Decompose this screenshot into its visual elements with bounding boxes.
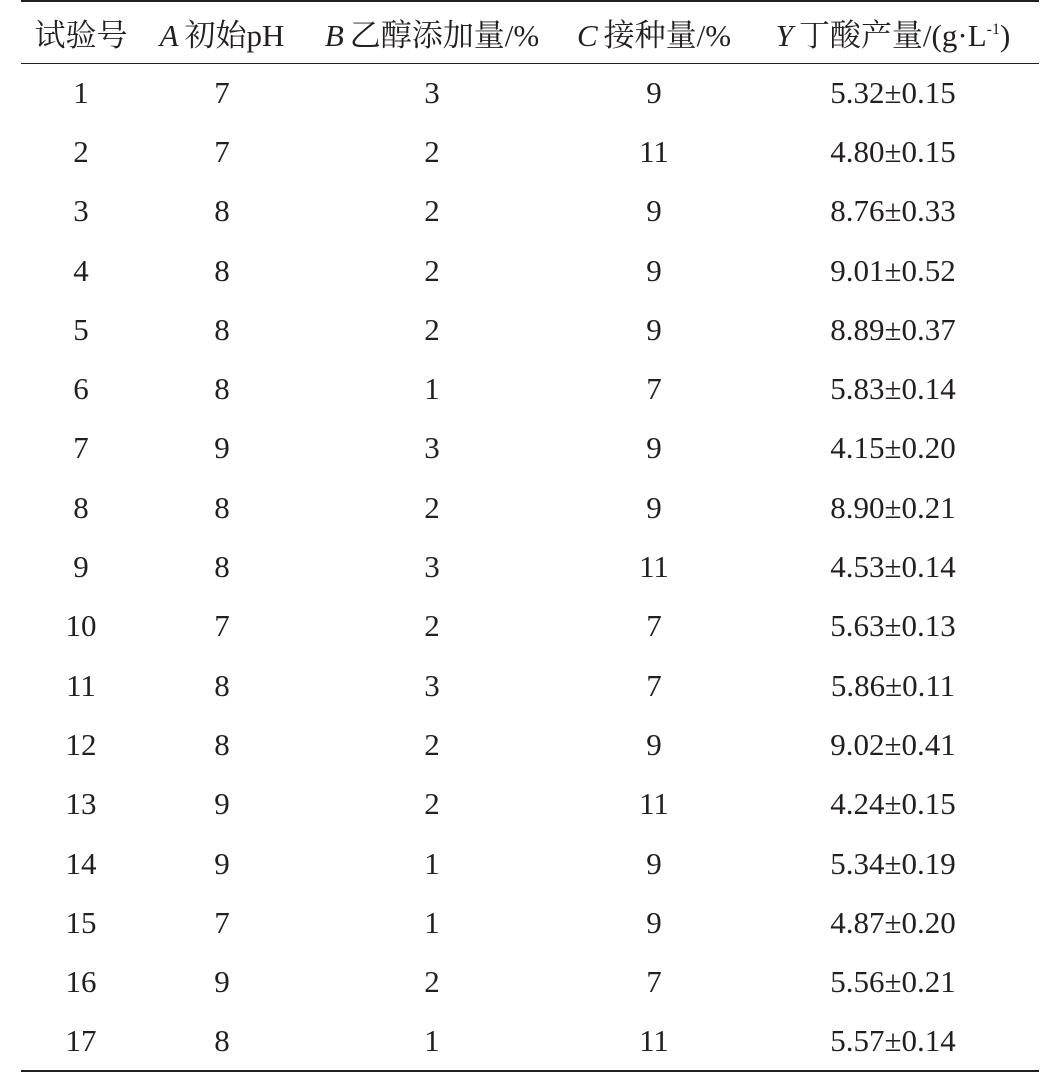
cell-butyric-acid-yield: 8.90±0.21 (830, 489, 956, 525)
cell-inoculum: 7 (646, 964, 662, 1000)
cell-inoculum: 9 (646, 74, 662, 110)
table-row (21, 775, 1039, 834)
cell-inoculum: 9 (646, 904, 662, 940)
cell-inoculum: 9 (646, 193, 662, 229)
cell-ethanol-addition: 1 (424, 904, 440, 940)
table-header (21, 1, 1039, 63)
table-row (21, 597, 1039, 656)
cell-butyric-acid-yield: 4.15±0.20 (830, 430, 956, 466)
cell-butyric-acid-yield: 5.63±0.13 (830, 608, 956, 644)
cell-run-number: 11 (66, 667, 96, 703)
cell-ethanol-addition: 2 (424, 193, 440, 229)
cell-run-number: 1 (73, 74, 89, 110)
cell-ethanol-addition: 1 (424, 371, 440, 407)
cell-initial-ph: 8 (214, 371, 230, 407)
header-butyric-acid-yield (747, 1, 1039, 63)
table-row (21, 834, 1039, 893)
cell-inoculum: 9 (646, 726, 662, 762)
cell-butyric-acid-yield: 5.32±0.15 (830, 74, 956, 110)
cell-butyric-acid-yield: 5.56±0.21 (830, 964, 956, 1000)
cell-inoculum: 9 (646, 252, 662, 288)
cell-butyric-acid-yield: 8.89±0.37 (830, 311, 956, 347)
table-row (21, 241, 1039, 300)
header-ethanol-addition (303, 1, 561, 63)
cell-initial-ph: 8 (214, 193, 230, 229)
cell-inoculum: 11 (639, 549, 669, 585)
cell-run-number: 16 (65, 964, 97, 1000)
cell-butyric-acid-yield: 9.01±0.52 (830, 252, 956, 288)
header-inoculum (561, 1, 747, 63)
cell-run-number: 2 (73, 133, 89, 169)
header-y-letter: Y (775, 17, 793, 53)
cell-initial-ph: 7 (214, 608, 230, 644)
cell-butyric-acid-yield: 4.87±0.20 (830, 904, 956, 940)
cell-run-number: 6 (73, 371, 89, 407)
cell-butyric-acid-yield: 5.86±0.11 (830, 667, 956, 703)
cell-inoculum: 11 (639, 133, 669, 169)
cell-butyric-acid-yield: 4.24±0.15 (830, 786, 956, 822)
data-table-container (21, 0, 1039, 1072)
cell-initial-ph: 9 (214, 964, 230, 1000)
header-run-label: 试验号 (34, 17, 128, 53)
cell-run-number: 15 (65, 904, 97, 940)
cell-initial-ph: 8 (141, 1012, 303, 1071)
header-c-label: 接种量/% (603, 17, 732, 53)
table-row (21, 1012, 1039, 1071)
header-run-number (21, 1, 141, 63)
cell-initial-ph: 7 (214, 74, 230, 110)
table-row (21, 893, 1039, 952)
cell-ethanol-addition: 2 (424, 726, 440, 762)
cell-ethanol-addition: 3 (424, 430, 440, 466)
header-y-superscript: -1 (986, 20, 1000, 38)
table-row (21, 656, 1039, 715)
header-y-label: 丁酸产量/(g·L (798, 17, 987, 53)
header-b-letter: B (324, 17, 344, 53)
cell-ethanol-addition: 2 (424, 964, 440, 1000)
cell-inoculum: 11 (639, 786, 669, 822)
cell-initial-ph: 7 (214, 904, 230, 940)
header-c-letter: C (576, 17, 598, 53)
cell-butyric-acid-yield: 5.57±0.14 (747, 1012, 1039, 1071)
table-row (21, 182, 1039, 241)
cell-inoculum: 9 (646, 845, 662, 881)
cell-run-number: 14 (65, 845, 97, 881)
cell-run-number: 8 (73, 489, 89, 525)
table-body (21, 63, 1039, 1071)
header-y-close: ) (999, 17, 1011, 53)
cell-ethanol-addition: 2 (424, 489, 440, 525)
table-row (21, 952, 1039, 1011)
header-b-label: 乙醇添加量/% (349, 17, 540, 53)
cell-ethanol-addition: 2 (424, 786, 440, 822)
table-row (21, 537, 1039, 596)
cell-ethanol-addition: 2 (424, 133, 440, 169)
cell-ethanol-addition: 1 (424, 845, 440, 881)
experiment-results-table (21, 0, 1039, 1072)
cell-butyric-acid-yield: 5.34±0.19 (830, 845, 956, 881)
cell-ethanol-addition: 3 (424, 74, 440, 110)
cell-inoculum: 7 (646, 667, 662, 703)
table-row (21, 63, 1039, 122)
cell-run-number: 13 (65, 786, 97, 822)
table-row (21, 478, 1039, 537)
cell-ethanol-addition: 3 (424, 549, 440, 585)
cell-run-number: 17 (21, 1012, 141, 1071)
cell-run-number: 12 (65, 726, 97, 762)
cell-initial-ph: 8 (214, 667, 230, 703)
cell-ethanol-addition: 1 (303, 1012, 561, 1071)
cell-butyric-acid-yield: 4.53±0.14 (830, 549, 956, 585)
cell-initial-ph: 8 (214, 549, 230, 585)
cell-initial-ph: 9 (214, 430, 230, 466)
table-row (21, 359, 1039, 418)
cell-run-number: 9 (73, 549, 89, 585)
header-a-letter: A (159, 17, 179, 53)
cell-butyric-acid-yield: 5.83±0.14 (830, 371, 956, 407)
cell-inoculum: 9 (646, 311, 662, 347)
cell-butyric-acid-yield: 9.02±0.41 (830, 726, 956, 762)
cell-inoculum: 9 (646, 430, 662, 466)
cell-initial-ph: 9 (214, 845, 230, 881)
cell-initial-ph: 8 (214, 252, 230, 288)
header-row (21, 1, 1039, 63)
cell-initial-ph: 7 (214, 133, 230, 169)
cell-run-number: 5 (73, 311, 89, 347)
cell-initial-ph: 8 (214, 726, 230, 762)
cell-initial-ph: 8 (214, 489, 230, 525)
cell-initial-ph: 9 (214, 786, 230, 822)
cell-butyric-acid-yield: 4.80±0.15 (830, 133, 956, 169)
table-row (21, 300, 1039, 359)
cell-inoculum: 7 (646, 371, 662, 407)
cell-run-number: 10 (65, 608, 97, 644)
table-row (21, 715, 1039, 774)
table-row (21, 419, 1039, 478)
table-row (21, 122, 1039, 181)
cell-butyric-acid-yield: 8.76±0.33 (830, 193, 956, 229)
cell-inoculum: 7 (646, 608, 662, 644)
cell-ethanol-addition: 2 (424, 608, 440, 644)
cell-initial-ph: 8 (214, 311, 230, 347)
cell-inoculum: 9 (646, 489, 662, 525)
cell-ethanol-addition: 3 (424, 667, 440, 703)
cell-run-number: 7 (73, 430, 89, 466)
cell-ethanol-addition: 2 (424, 252, 440, 288)
header-a-label: 初始pH (184, 17, 285, 53)
cell-ethanol-addition: 2 (424, 311, 440, 347)
cell-run-number: 3 (73, 193, 89, 229)
cell-inoculum: 11 (561, 1012, 747, 1071)
header-initial-ph (141, 1, 303, 63)
cell-run-number: 4 (73, 252, 89, 288)
